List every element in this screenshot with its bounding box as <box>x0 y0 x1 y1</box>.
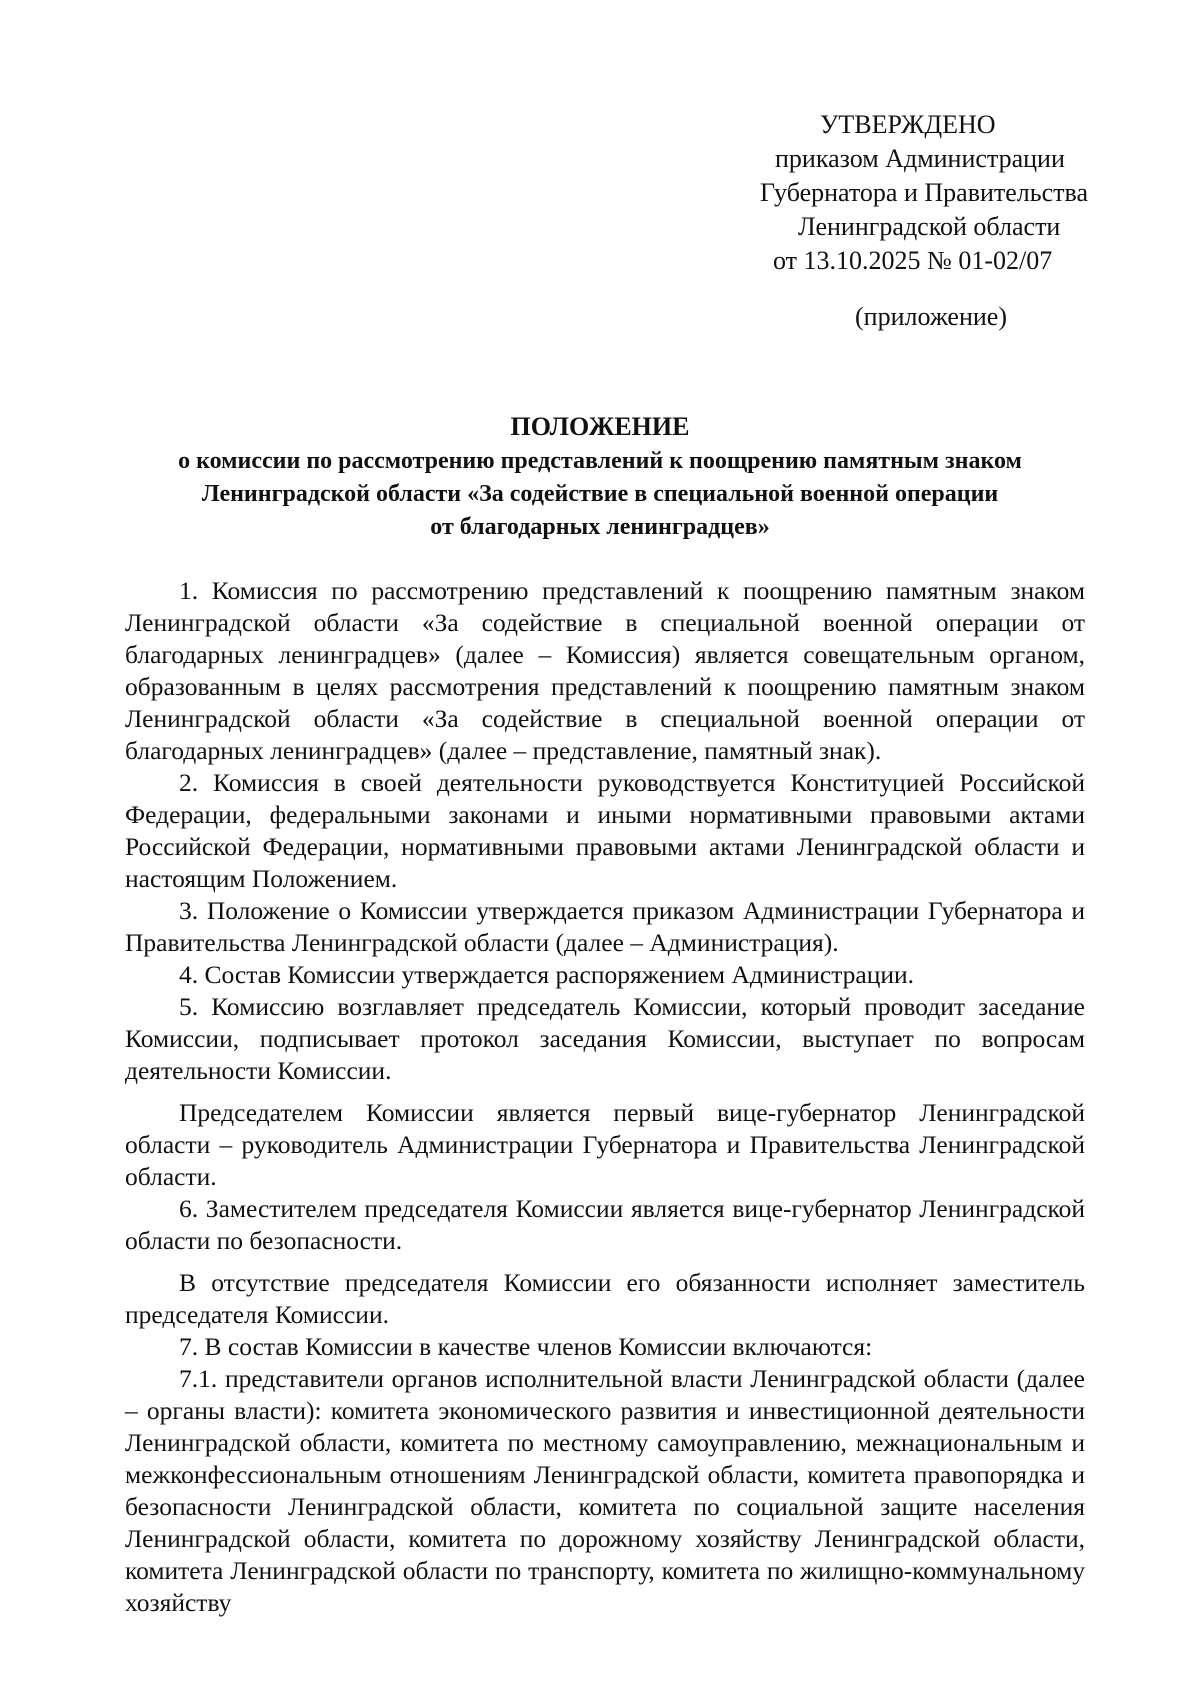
approval-date-number: от 13.10.2025 № 01-02/07 <box>773 246 1053 275</box>
approval-block <box>720 108 1140 334</box>
approval-region-line: Ленинградской области <box>798 212 1061 241</box>
document-subtitle-line-1: о комиссии по рассмотрению представлений к поощрению памятным знаком <box>178 448 1022 474</box>
paragraph-5: 5. Комиссию возглавляет председатель Комиссии, который проводит заседание Комиссии, подписывает протокол заседания Комиссии, выступает по вопросам деятельности Комиссии. <box>125 992 1085 1085</box>
paragraph-7: 7. В состав Комиссии в качестве членов Комиссии включаются: <box>179 1332 873 1361</box>
paragraph-1: 1. Комиссия по рассмотрению представлений к поощрению памятным знаком Ленинградской области «За содействие в специальной военной операции от благодарных ленинградцев» (далее – Комиссия) является совещательным органом, образованным в целях рассмотрения представлений к поощрению памятным знаком Ленинградской области «За содействие в специальной военной операции от благодарных ленинградцев» (далее – представление, памятный знак). <box>125 576 1085 765</box>
paragraph-5-chairman: Председателем Комиссии является первый вице-губернатор Ленинградской области – руководитель Администрации Губернатора и Правительства Ленинградской области. <box>125 1098 1085 1191</box>
paragraph-6: 6. Заместителем председателя Комиссии является вице-губернатор Ленинградской области по безопасности. <box>125 1194 1085 1255</box>
paragraph-7-1: 7.1. представители органов исполнительной власти Ленинградской области (далее – органы власти): комитета экономического развития и инвестиционной деятельности Ленинградской области, комитета по местному самоуправлению, межнациональным и межконфессиональным отношениям Ленинградской области, комитета правопорядка и безопасности Ленинградской области, комитета по социальной защите населения Ленинградской области, комитета по дорожному хозяйству Ленинградской области, комитета Ленинградской области по транспорту, комитета по жилищно-коммунальному хозяйству <box>125 1364 1085 1617</box>
paragraph-4: 4. Состав Комиссии утверждается распоряжением Администрации. <box>179 960 915 989</box>
document-title: ПОЛОЖЕНИЕ <box>510 412 690 441</box>
document-title-block <box>120 410 1080 544</box>
approval-heading: УТВЕРЖДЕНО <box>820 110 996 139</box>
document-subtitle-line-2: Ленинградской области «За содействие в специальной военной операции <box>201 481 999 507</box>
document-subtitle-line-3: от благодарных ленинградцев» <box>430 514 770 540</box>
paragraph-3: 3. Положение о Комиссии утверждается приказом Администрации Губернатора и Правительства Ленинградской области (далее – Администрация). <box>125 896 1085 957</box>
approval-authority-line: Губернатора и Правительства <box>760 178 1088 207</box>
paragraph-2: 2. Комиссия в своей деятельности руководствуется Конституцией Российской Федерации, федеральными законами и иными нормативными правовыми актами Российской Федерации, нормативными правовыми актами Ленинградской области и настоящим Положением. <box>125 768 1085 893</box>
document-body <box>125 575 1085 1619</box>
appendix-label: (приложение) <box>855 302 1008 331</box>
paragraph-6-absence: В отсутствие председателя Комиссии его обязанности исполняет заместитель председателя Комиссии. <box>125 1268 1085 1329</box>
approval-order-line: приказом Администрации <box>775 144 1065 173</box>
